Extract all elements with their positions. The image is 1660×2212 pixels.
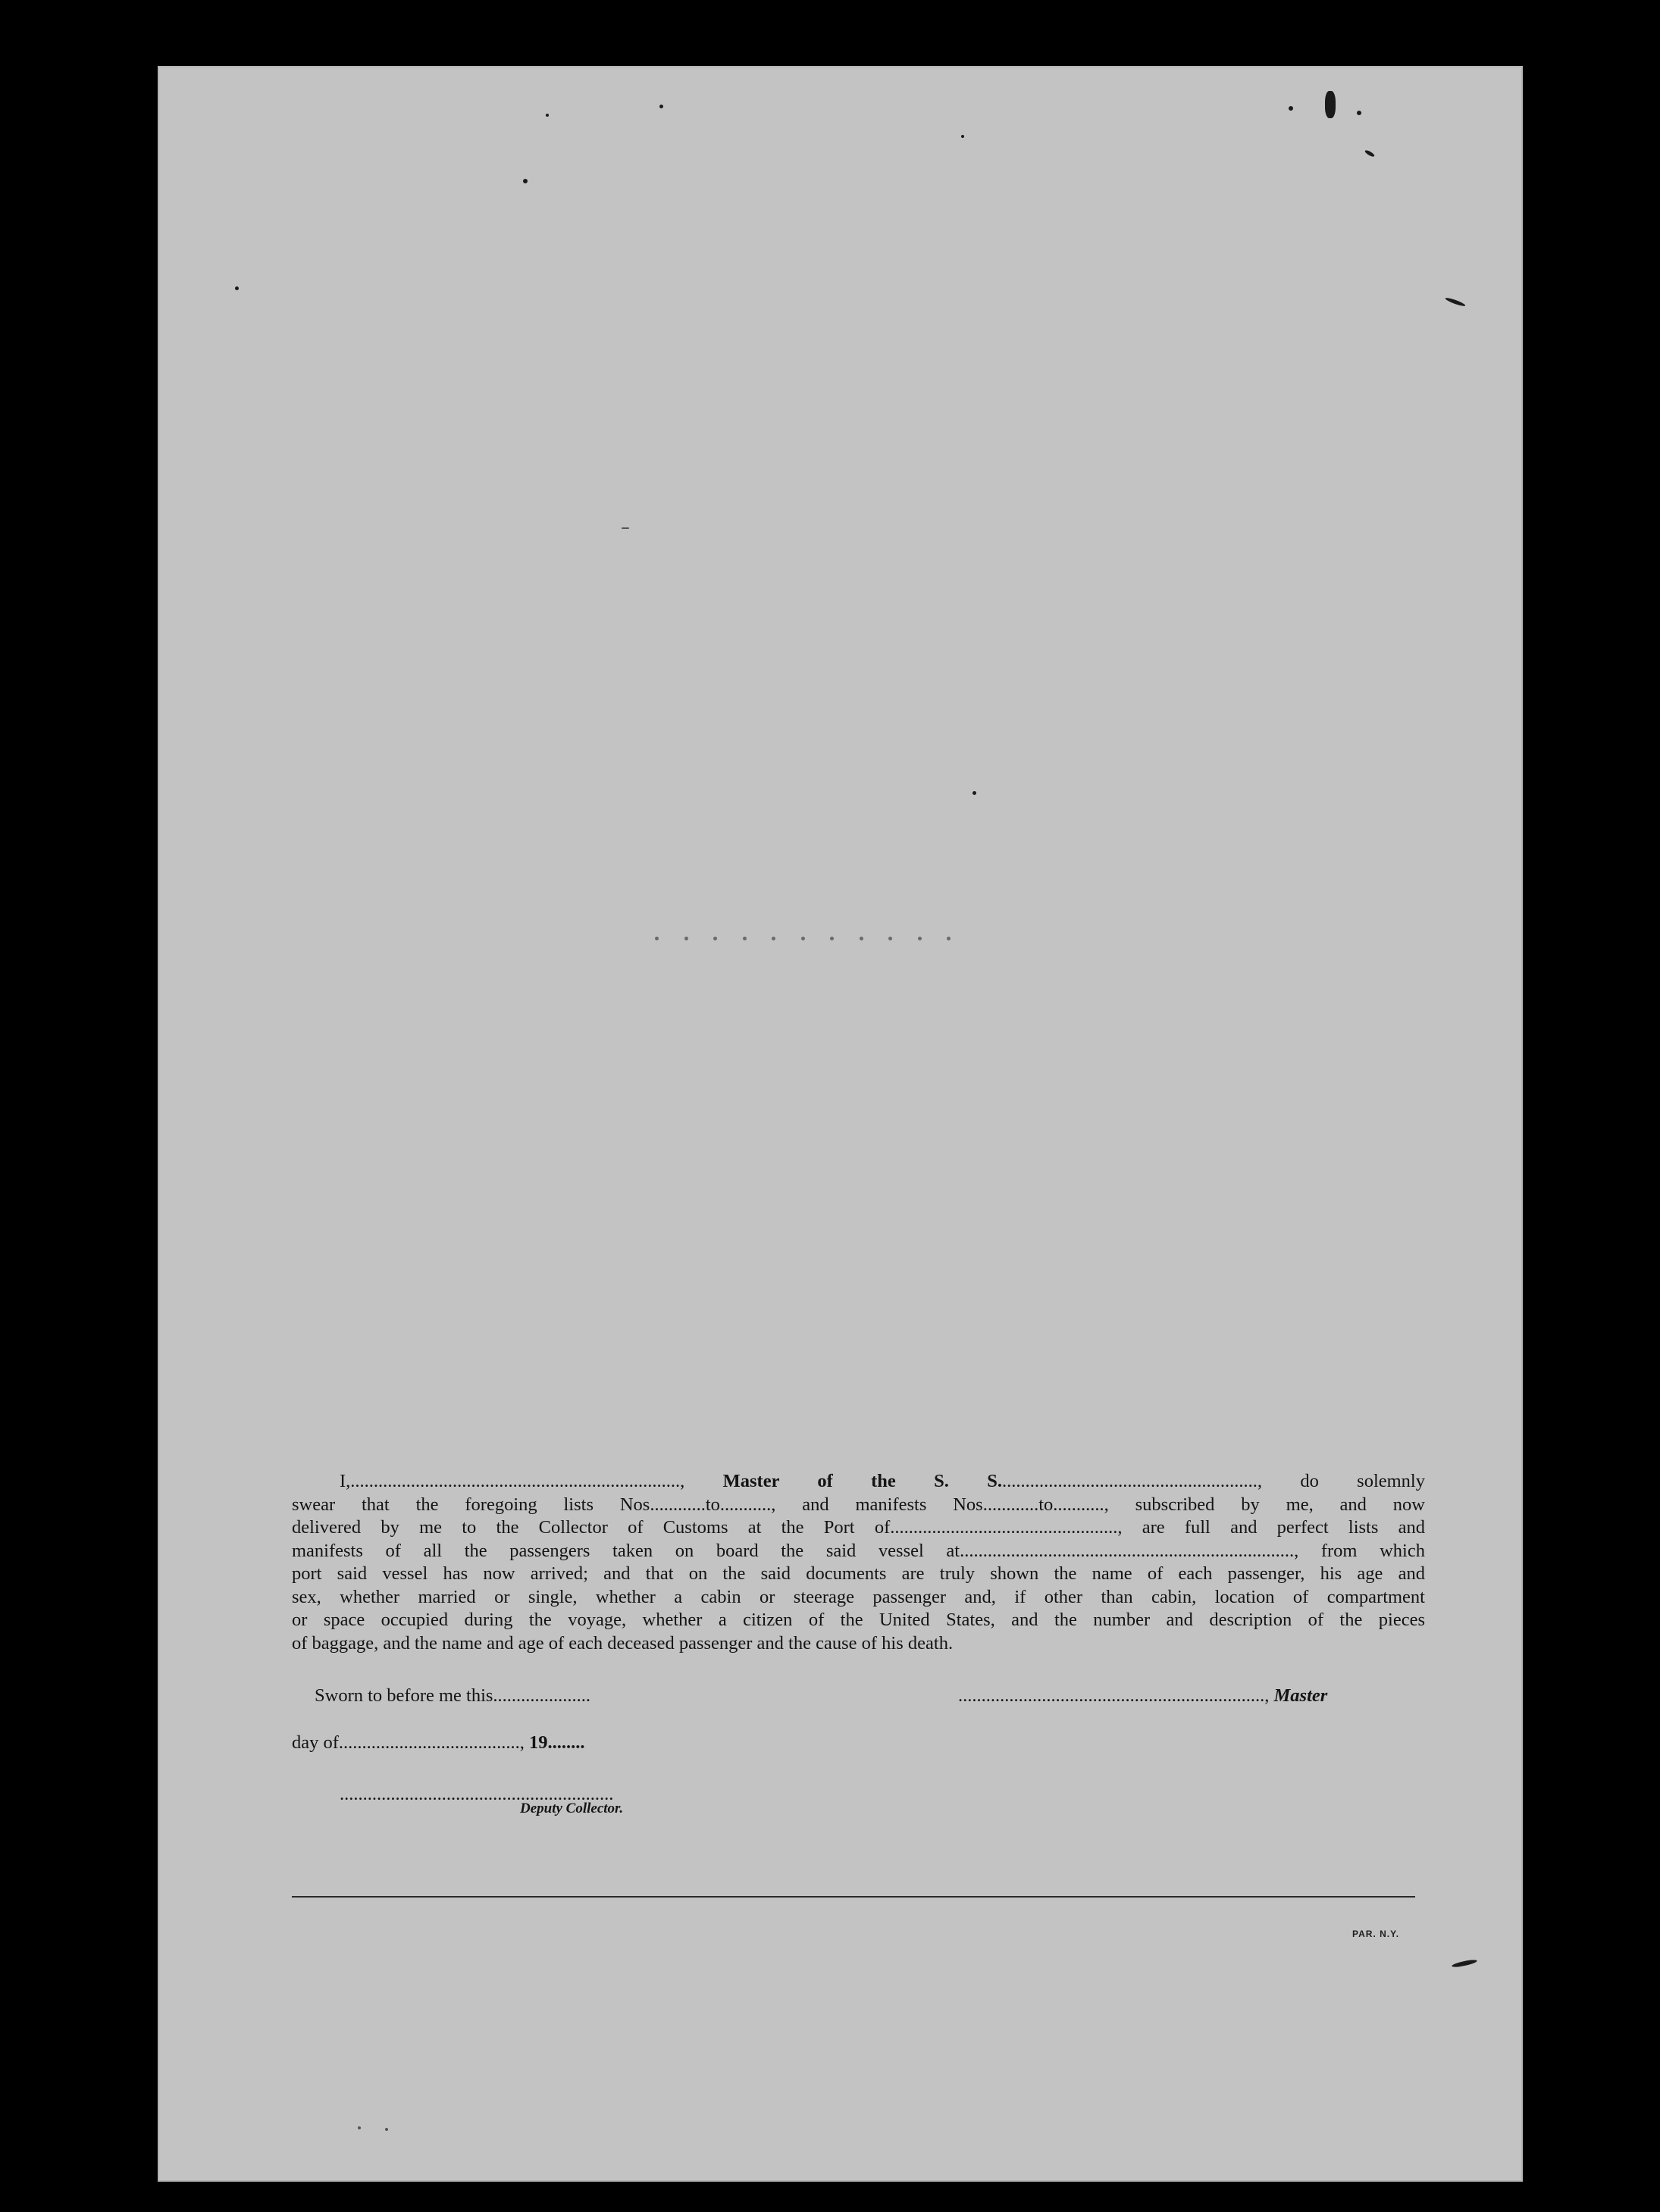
dotted-mark-row [655,937,951,941]
oath-line-6: sex, whether married or single, whether a cabin or steerage passenger and, if other than cabin, location of compartment [292,1586,1425,1607]
scan-speck [973,791,976,795]
footer-rule [292,1896,1415,1898]
scan-speck [235,286,239,290]
oath-master-label: Master of the S. S. [722,1471,1002,1491]
oath-vessel-field: ......................................................., do solemnly [1001,1471,1425,1491]
dot [860,937,863,940]
dot [655,937,659,940]
master-signature-dots: .................................................................., [958,1685,1270,1706]
dot [684,937,688,940]
deputy-collector-label: Deputy Collector. [520,1801,624,1816]
dot [918,937,922,940]
scan-speck [385,2128,388,2131]
dot [830,937,834,940]
dot [713,937,717,940]
oath-line-5: port said vessel has now arrived; and that on the said documents are truly shown the name of each passenger, his age and [292,1563,1425,1584]
scan-speck [1357,111,1361,115]
master-oath-paragraph [292,1470,1425,1655]
day-of-field: day of......................................., [292,1732,525,1753]
dot [743,937,747,940]
year-field: 19........ [529,1732,585,1753]
printer-mark: PAR. N.Y. [1352,1929,1400,1939]
deputy-collector-dots: ........................................................... [340,1784,614,1804]
sworn-before-line: Sworn to before me this..................... [315,1685,591,1706]
oath-i-field: I,......................................................................., [340,1471,685,1491]
scan-speck [358,2126,361,2129]
scan-speck [546,114,549,117]
scan-speck [523,179,528,183]
form-sheet [158,66,1523,2182]
master-signature-line [958,1685,1327,1707]
oath-line-1 [292,1470,1425,1494]
master-signature-label: Master [1273,1685,1328,1706]
day-of-line [292,1732,585,1754]
scan-speck [961,135,964,138]
scan-speck [1289,106,1293,111]
scan-speck [1325,91,1336,118]
oath-line-3: delivered by me to the Collector of Customs at the Port of................................................., are full and perfect lists and [292,1517,1425,1538]
scan-speck [622,527,629,529]
dot [888,937,892,940]
dot [801,937,805,940]
dot [947,937,951,940]
oath-line-2: swear that the foregoing lists Nos............to..........., and manifests Nos............to..........., subscribed by me, and now [292,1494,1425,1515]
oath-line-8: of baggage, and the name and age of each deceased passenger and the cause of his death. [292,1632,954,1654]
scan-speck [659,105,663,108]
dot [772,937,775,940]
oath-line-7: or space occupied during the voyage, whether a citizen of the United States, and the number and description of the pieces [292,1610,1425,1630]
oath-line-4: manifests of all the passengers taken on board the said vessel at........................................................................, from which [292,1540,1425,1561]
